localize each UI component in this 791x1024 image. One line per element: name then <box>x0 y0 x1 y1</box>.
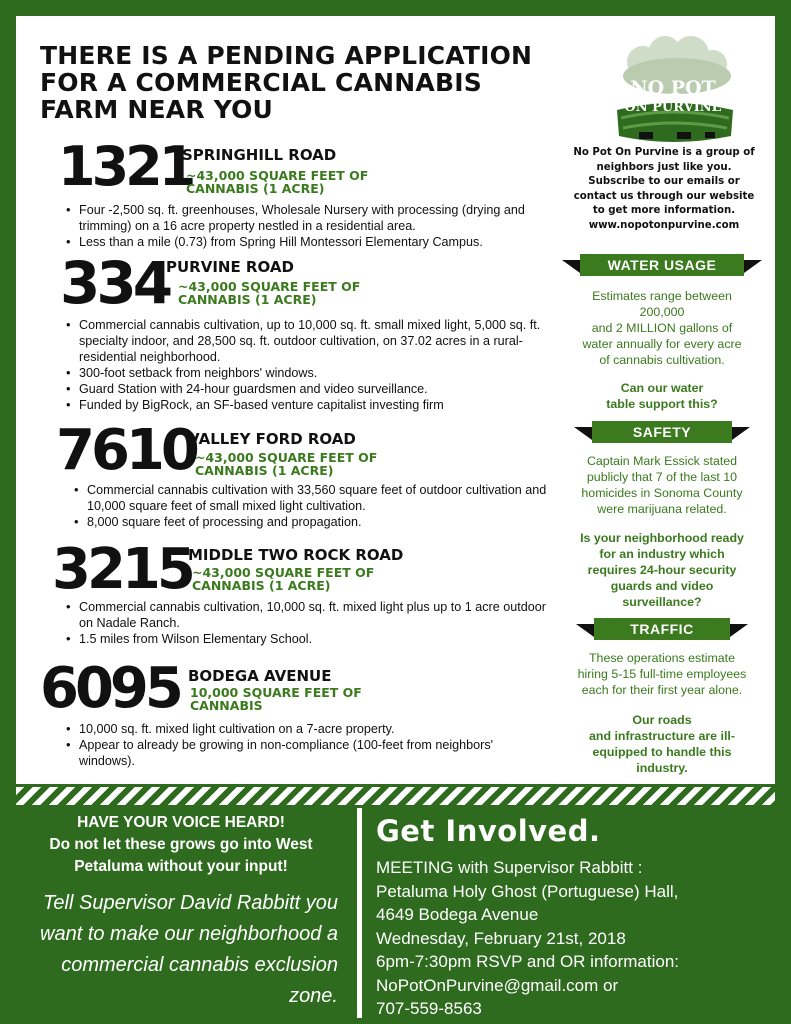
traffic-banner <box>576 618 748 650</box>
logo-line: ON PURVINE <box>624 100 722 115</box>
detail-item: • 10,000 sq. ft. mixed light cultivation on a 7-acre property. <box>62 721 548 737</box>
website-link[interactable]: www.nopotonpurvine.com <box>588 219 740 231</box>
property-details <box>62 599 548 647</box>
property-number: 3215 <box>52 537 192 602</box>
property-road: SPRINGHILL ROAD <box>182 146 337 164</box>
logo-line: NO POT <box>630 77 716 99</box>
property-road: VALLEY FORD ROAD <box>188 430 356 448</box>
water-question: Can our water table support this? <box>606 381 718 411</box>
detail-item: • Appear to already be growing in non-compliance (100-feet from neighbors' windows). <box>62 737 548 769</box>
traffic-title: TRAFFIC <box>594 618 730 640</box>
water-usage-text: Estimates range between 200,000 and 2 MILLION gallons of water annually for every acre of cannabis cultivation. <box>582 289 742 367</box>
property-acreage: ~43,000 SQUARE FEET OF CANNABIS (1 ACRE) <box>178 279 361 307</box>
property-number: 1321 <box>58 135 193 198</box>
detail-item: • 1.5 miles from Wilson Elementary School. <box>62 631 548 647</box>
safety-title: SAFETY <box>592 421 732 443</box>
property-details <box>62 721 548 769</box>
tell-supervisor-text: Tell Supervisor David Rabbitt you want to make our neighborhood a commercial cannabis exclusion zone. <box>40 892 338 1007</box>
vertical-divider <box>357 808 362 1018</box>
detail-item: • Less than a mile (0.73) from Spring Hill Montessori Elementary Campus. <box>62 234 548 250</box>
traffic-text: These operations estimate hiring 5-15 full-time employees each for their first year alone. <box>577 651 747 697</box>
property-acreage: 10,000 SQUARE FEET OF CANNABIS <box>190 685 362 713</box>
property-acreage: ~43,000 SQUARE FEET OF CANNABIS (1 ACRE) <box>195 450 378 478</box>
traffic-question: Our roads and infrastructure are ill- equipped to handle this industry. <box>589 713 735 775</box>
voice-callout: HAVE YOUR VOICE HEARD! Do not let these grows go into West Petaluma without your input! <box>49 814 313 875</box>
property-number: 6095 <box>40 656 180 721</box>
property-road: MIDDLE TWO ROCK ROAD <box>188 546 404 564</box>
about-text: No Pot On Purvine is a group of neighbors just like you. Subscribe to our emails or contact us through our website to get more information. www.nopotonpurvine.com <box>566 146 762 234</box>
no-pot-on-purvine-logo <box>603 36 743 148</box>
property-details <box>62 317 548 413</box>
property-number: 7610 <box>56 418 196 483</box>
property-road: PURVINE ROAD <box>166 258 294 276</box>
contact-phone[interactable]: 707-559-8563 <box>376 999 482 1018</box>
safety-banner <box>574 421 750 453</box>
headline <box>40 42 560 123</box>
detail-item: • Commercial cannabis cultivation, 10,000 sq. ft. mixed light plus up to 1 acre outdoor on Nadale Ranch. <box>62 599 548 631</box>
property-number: 334 <box>60 249 170 317</box>
detail-item: • Commercial cannabis cultivation with 33,560 square feet of outdoor cultivation and 10,000 square feet of small mixed light cultivation. <box>70 482 548 514</box>
detail-item: • 300-foot setback from neighbors' windows. <box>62 365 548 381</box>
property-acreage: ~43,000 SQUARE FEET OF CANNABIS (1 ACRE) <box>186 168 369 196</box>
diagonal-stripe-divider <box>16 787 775 805</box>
detail-item: • Commercial cannabis cultivation, up to 10,000 sq. ft. small mixed light, 5,000 sq. ft. specialty indoor, and 28,500 sq. ft. outdoor cultivation, on 37.02 acres in a rural-residential neighborhood. <box>62 317 548 365</box>
meeting-info: MEETING with Supervisor Rabbitt : Petaluma Holy Ghost (Portuguese) Hall, 4649 Bodega Avenue Wednesday, February 21st, 2018 6pm-7:30pm RSVP and OR information: NoPotOnPurvine@gmail.com or 707-559-8563 <box>376 856 776 1021</box>
property-acreage: ~43,000 SQUARE FEET OF CANNABIS (1 ACRE) <box>192 565 375 593</box>
detail-item: • Funded by BigRock, an SF-based venture capitalist investing firm <box>62 397 548 413</box>
headline-line: FOR A COMMERCIAL CANNABIS <box>40 68 482 97</box>
get-involved-title: Get Involved. <box>376 814 601 848</box>
water-usage-banner <box>562 254 762 286</box>
headline-line: THERE IS A PENDING APPLICATION <box>40 41 533 70</box>
property-details <box>62 202 548 250</box>
detail-item: • 8,000 square feet of processing and propagation. <box>70 514 548 530</box>
detail-item: • Four -2,500 sq. ft. greenhouses, Wholesale Nursery with processing (drying and trimming) on a 16 acre property nestled in a residential area. <box>62 202 548 234</box>
contact-email[interactable]: NoPotOnPurvine@gmail.com or <box>376 975 619 995</box>
property-road: BODEGA AVENUE <box>188 667 332 685</box>
safety-question: Is your neighborhood ready for an industry which requires 24-hour security guards and video surveillance? <box>580 531 744 609</box>
headline-line: FARM NEAR YOU <box>40 95 274 124</box>
property-details <box>70 482 548 530</box>
detail-item: • Guard Station with 24-hour guardsmen and video surveillance. <box>62 381 548 397</box>
safety-text: Captain Mark Essick stated publicly that 7 of the last 10 homicides in Sonoma County were marijuana related. <box>581 454 743 516</box>
water-usage-title: WATER USAGE <box>580 254 744 276</box>
